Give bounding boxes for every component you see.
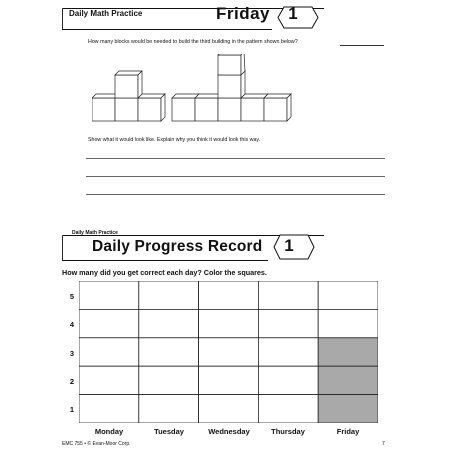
grid-cell-tuesday-2[interactable] [139, 366, 199, 394]
grid-cell-friday-2[interactable] [318, 366, 378, 394]
grid-cell-friday-3[interactable] [318, 338, 378, 366]
grid-cell-thursday-5[interactable] [258, 281, 318, 309]
progress-grid[interactable] [79, 281, 378, 423]
grid-cell-thursday-4[interactable] [258, 309, 318, 337]
grid-cell-thursday-1[interactable] [258, 395, 318, 423]
grid-cell-wednesday-5[interactable] [199, 281, 259, 309]
grid-cell-wednesday-3[interactable] [199, 338, 259, 366]
day-label-wednesday: Wednesday [208, 427, 250, 436]
grid-cell-tuesday-4[interactable] [139, 309, 199, 337]
building-1 [92, 71, 165, 121]
grid-cell-wednesday-1[interactable] [199, 395, 259, 423]
progress-question: How many did you get correct each day? Color the squares. [62, 268, 267, 277]
grid-cell-tuesday-1[interactable] [139, 395, 199, 423]
grid-cell-wednesday-2[interactable] [199, 366, 259, 394]
grid-cell-monday-4[interactable] [79, 309, 139, 337]
row-label-4: 4 [69, 320, 75, 329]
grid-cell-monday-5[interactable] [79, 281, 139, 309]
grid-cell-tuesday-5[interactable] [139, 281, 199, 309]
day-label-friday: Friday [336, 427, 360, 436]
day-title: Friday [216, 4, 271, 23]
day-number: 1 [288, 4, 298, 23]
header-title: Daily Math Practice [69, 9, 143, 18]
grid-cell-monday-2[interactable] [79, 366, 139, 394]
row-label-2: 2 [69, 377, 75, 386]
block-pattern-figure [92, 54, 292, 122]
footer-copyright: EMC 755 • © Evan-Moor Corp. [62, 441, 131, 447]
grid-cell-thursday-2[interactable] [258, 366, 318, 394]
grid-cell-monday-3[interactable] [79, 338, 139, 366]
building-2 [172, 54, 291, 121]
grid-cell-monday-1[interactable] [79, 395, 139, 423]
instruction-text: Show what it would look like. Explain why you think it would look this way. [88, 137, 261, 143]
header-small-title: Daily Math Practice [72, 230, 118, 236]
day-label-thursday: Thursday [271, 427, 305, 436]
row-label-3: 3 [69, 349, 75, 358]
grid-cell-tuesday-3[interactable] [139, 338, 199, 366]
writing-line[interactable] [86, 176, 385, 177]
grid-cell-friday-4[interactable] [318, 309, 378, 337]
question-text: How many blocks would be needed to build the third building in the pattern shown below? [88, 39, 298, 45]
progress-number: 1 [284, 236, 294, 255]
row-label-5: 5 [69, 292, 75, 301]
grid-cell-thursday-3[interactable] [258, 338, 318, 366]
page-number: 7 [382, 441, 385, 447]
row-label-1: 1 [69, 405, 75, 414]
progress-title: Daily Progress Record [92, 238, 263, 255]
grid-cell-friday-5[interactable] [318, 281, 378, 309]
answer-blank[interactable] [340, 45, 384, 46]
grid-cell-wednesday-4[interactable] [199, 309, 259, 337]
day-label-monday: Monday [94, 427, 124, 436]
grid-cell-friday-1[interactable] [318, 395, 378, 423]
writing-line[interactable] [86, 194, 385, 195]
day-label-tuesday: Tuesday [154, 427, 184, 436]
writing-line[interactable] [86, 158, 385, 159]
